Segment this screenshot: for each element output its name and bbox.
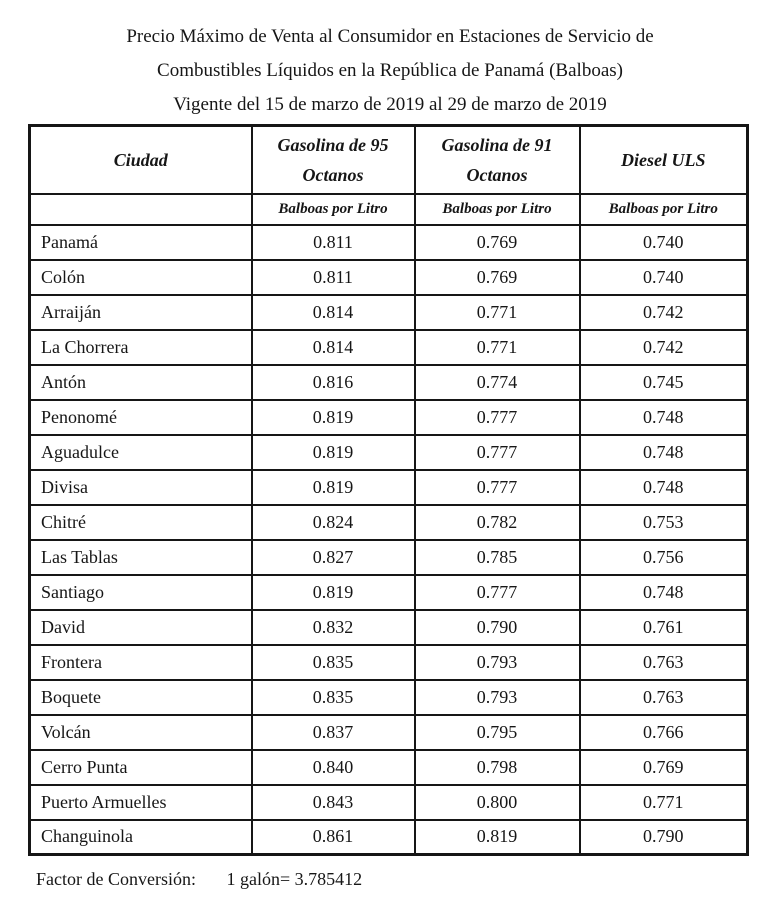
col-header-gasolina-91-line2: Octanos bbox=[466, 164, 528, 185]
city-cell: Chitré bbox=[30, 505, 252, 540]
city-cell: Arraiján bbox=[30, 295, 252, 330]
diesel-price-cell: 0.753 bbox=[580, 505, 748, 540]
gasolina-91-price-cell: 0.782 bbox=[415, 505, 580, 540]
table-row bbox=[30, 435, 748, 470]
col-header-diesel-uls: Diesel ULS bbox=[580, 126, 748, 194]
city-cell: Panamá bbox=[30, 225, 252, 260]
unit-cell-empty bbox=[30, 194, 252, 225]
city-cell: Frontera bbox=[30, 645, 252, 680]
city-cell: Volcán bbox=[30, 715, 252, 750]
fuel-price-table bbox=[28, 124, 749, 856]
gasolina-95-price-cell: 0.816 bbox=[252, 365, 415, 400]
table-row bbox=[30, 750, 748, 785]
gasolina-91-price-cell: 0.771 bbox=[415, 330, 580, 365]
city-cell: Santiago bbox=[30, 575, 252, 610]
city-cell: Colón bbox=[30, 260, 252, 295]
col-header-gasolina-91 bbox=[415, 126, 580, 194]
table-row bbox=[30, 785, 748, 820]
title-line-1: Precio Máximo de Venta al Consumidor en Estaciones de Servicio de bbox=[126, 26, 654, 47]
header-row bbox=[30, 126, 748, 194]
table-row bbox=[30, 470, 748, 505]
diesel-price-cell: 0.771 bbox=[580, 785, 748, 820]
gasolina-95-price-cell: 0.824 bbox=[252, 505, 415, 540]
gasolina-91-price-cell: 0.777 bbox=[415, 435, 580, 470]
table-row bbox=[30, 260, 748, 295]
city-cell: David bbox=[30, 610, 252, 645]
gasolina-91-price-cell: 0.793 bbox=[415, 645, 580, 680]
gasolina-91-price-cell: 0.769 bbox=[415, 225, 580, 260]
diesel-price-cell: 0.769 bbox=[580, 750, 748, 785]
city-cell: La Chorrera bbox=[30, 330, 252, 365]
gasolina-91-price-cell: 0.777 bbox=[415, 575, 580, 610]
diesel-price-cell: 0.748 bbox=[580, 400, 748, 435]
city-cell: Aguadulce bbox=[30, 435, 252, 470]
diesel-price-cell: 0.756 bbox=[580, 540, 748, 575]
gasolina-91-price-cell: 0.785 bbox=[415, 540, 580, 575]
table-row bbox=[30, 540, 748, 575]
gasolina-91-price-cell: 0.798 bbox=[415, 750, 580, 785]
city-cell: Divisa bbox=[30, 470, 252, 505]
city-cell: Puerto Armuelles bbox=[30, 785, 252, 820]
gasolina-91-price-cell: 0.771 bbox=[415, 295, 580, 330]
gasolina-91-price-cell: 0.819 bbox=[415, 820, 580, 855]
gasolina-95-price-cell: 0.837 bbox=[252, 715, 415, 750]
gasolina-95-price-cell: 0.819 bbox=[252, 400, 415, 435]
diesel-price-cell: 0.742 bbox=[580, 330, 748, 365]
table-row bbox=[30, 820, 748, 855]
gasolina-91-price-cell: 0.793 bbox=[415, 680, 580, 715]
gasolina-91-price-cell: 0.777 bbox=[415, 470, 580, 505]
table-row bbox=[30, 295, 748, 330]
table-body bbox=[30, 225, 748, 855]
gasolina-95-price-cell: 0.814 bbox=[252, 295, 415, 330]
unit-row bbox=[30, 194, 748, 225]
diesel-price-cell: 0.740 bbox=[580, 260, 748, 295]
unit-cell-g91: Balboas por Litro bbox=[415, 194, 580, 225]
col-header-gasolina-91-line1: Gasolina de 91 bbox=[441, 134, 553, 155]
col-header-ciudad: Ciudad bbox=[30, 126, 252, 194]
gasolina-95-price-cell: 0.811 bbox=[252, 225, 415, 260]
gasolina-95-price-cell: 0.843 bbox=[252, 785, 415, 820]
gasolina-91-price-cell: 0.774 bbox=[415, 365, 580, 400]
conversion-factor bbox=[36, 869, 780, 890]
gasolina-95-price-cell: 0.832 bbox=[252, 610, 415, 645]
diesel-price-cell: 0.763 bbox=[580, 645, 748, 680]
gasolina-91-price-cell: 0.769 bbox=[415, 260, 580, 295]
table-row bbox=[30, 680, 748, 715]
title-line-2: Combustibles Líquidos en la República de Panamá (Balboas) bbox=[157, 60, 623, 81]
gasolina-95-price-cell: 0.819 bbox=[252, 575, 415, 610]
table-row bbox=[30, 715, 748, 750]
table-row bbox=[30, 610, 748, 645]
document-title bbox=[0, 0, 780, 122]
table-row bbox=[30, 365, 748, 400]
gasolina-95-price-cell: 0.835 bbox=[252, 645, 415, 680]
gasolina-95-price-cell: 0.814 bbox=[252, 330, 415, 365]
city-cell: Boquete bbox=[30, 680, 252, 715]
city-cell: Changuinola bbox=[30, 820, 252, 855]
table-row bbox=[30, 400, 748, 435]
diesel-price-cell: 0.766 bbox=[580, 715, 748, 750]
city-cell: Cerro Punta bbox=[30, 750, 252, 785]
gasolina-91-price-cell: 0.790 bbox=[415, 610, 580, 645]
col-header-gasolina-95-line1: Gasolina de 95 bbox=[277, 134, 389, 155]
gasolina-91-price-cell: 0.800 bbox=[415, 785, 580, 820]
unit-cell-g95: Balboas por Litro bbox=[252, 194, 415, 225]
table-row bbox=[30, 575, 748, 610]
gasolina-95-price-cell: 0.819 bbox=[252, 435, 415, 470]
col-header-gasolina-95 bbox=[252, 126, 415, 194]
table-row bbox=[30, 225, 748, 260]
city-cell: Las Tablas bbox=[30, 540, 252, 575]
city-cell: Penonomé bbox=[30, 400, 252, 435]
gasolina-91-price-cell: 0.795 bbox=[415, 715, 580, 750]
gasolina-95-price-cell: 0.819 bbox=[252, 470, 415, 505]
col-header-gasolina-95-line2: Octanos bbox=[302, 164, 364, 185]
table-row bbox=[30, 645, 748, 680]
table-row bbox=[30, 505, 748, 540]
diesel-price-cell: 0.742 bbox=[580, 295, 748, 330]
diesel-price-cell: 0.761 bbox=[580, 610, 748, 645]
gasolina-95-price-cell: 0.861 bbox=[252, 820, 415, 855]
gasolina-95-price-cell: 0.835 bbox=[252, 680, 415, 715]
title-line-3: Vigente del 15 de marzo de 2019 al 29 de marzo de 2019 bbox=[173, 94, 607, 115]
gasolina-95-price-cell: 0.840 bbox=[252, 750, 415, 785]
gasolina-95-price-cell: 0.811 bbox=[252, 260, 415, 295]
conversion-factor-label: Factor de Conversión: bbox=[36, 869, 196, 889]
unit-cell-diesel: Balboas por Litro bbox=[580, 194, 748, 225]
diesel-price-cell: 0.740 bbox=[580, 225, 748, 260]
diesel-price-cell: 0.745 bbox=[580, 365, 748, 400]
diesel-price-cell: 0.748 bbox=[580, 575, 748, 610]
gasolina-95-price-cell: 0.827 bbox=[252, 540, 415, 575]
diesel-price-cell: 0.763 bbox=[580, 680, 748, 715]
table-header bbox=[30, 126, 748, 225]
diesel-price-cell: 0.748 bbox=[580, 470, 748, 505]
diesel-price-cell: 0.748 bbox=[580, 435, 748, 470]
table-row bbox=[30, 330, 748, 365]
city-cell: Antón bbox=[30, 365, 252, 400]
gasolina-91-price-cell: 0.777 bbox=[415, 400, 580, 435]
diesel-price-cell: 0.790 bbox=[580, 820, 748, 855]
conversion-factor-value: 1 galón= 3.785412 bbox=[226, 869, 363, 889]
